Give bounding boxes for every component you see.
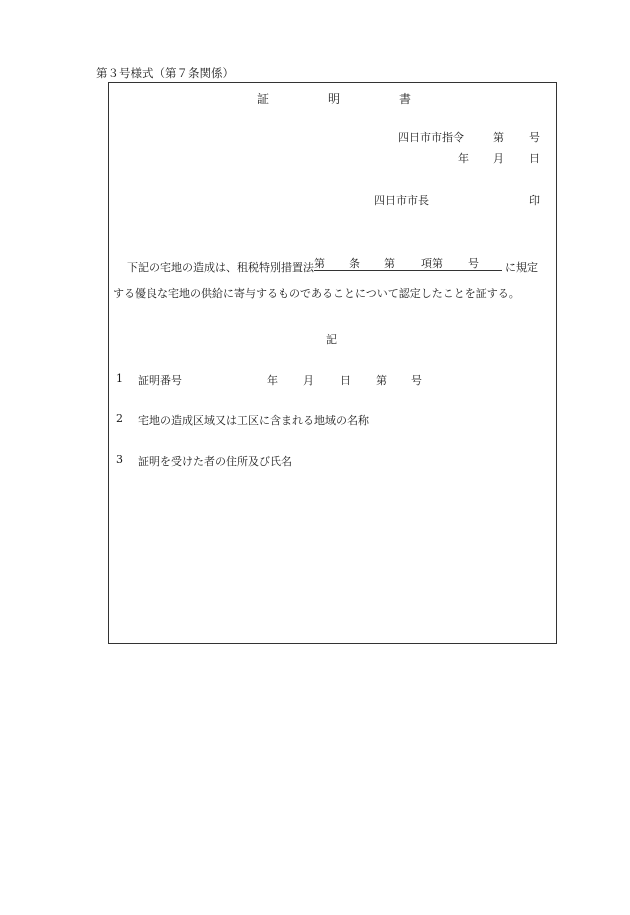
item-3-text: 証明を受けた者の住所及び氏名 bbox=[138, 455, 292, 468]
mayor-title: 四日市市長 bbox=[374, 194, 429, 207]
law-kou-dai: 項第 bbox=[421, 257, 443, 270]
body-line-1 bbox=[127, 255, 538, 275]
law-go: 号 bbox=[468, 257, 479, 270]
law-dai-2: 第 bbox=[384, 257, 395, 270]
date-year: 年 bbox=[458, 152, 469, 165]
item-2-number: 2 bbox=[116, 412, 123, 425]
title-char-1: 証 bbox=[257, 92, 270, 106]
item-1-dai: 第 bbox=[376, 374, 387, 387]
law-reference-blanks bbox=[314, 255, 502, 271]
issuer-go: 号 bbox=[529, 131, 540, 144]
item-1-text: 証明番号 bbox=[138, 374, 182, 387]
date-month: 月 bbox=[493, 152, 504, 165]
item-1-go: 号 bbox=[411, 374, 422, 387]
body-suffix: に規定 bbox=[505, 261, 538, 274]
law-dai-1: 第 bbox=[314, 257, 325, 270]
issuer-name: 四日市市指令 bbox=[398, 131, 464, 144]
item-1-day: 日 bbox=[340, 374, 351, 387]
item-2-text: 宅地の造成区域又は工区に含まれる地域の名称 bbox=[138, 414, 369, 427]
title-char-2: 明 bbox=[328, 92, 341, 106]
item-1-year: 年 bbox=[267, 374, 278, 387]
form-number-label: 第３号様式（第７条関係） bbox=[96, 66, 234, 80]
item-1-number: 1 bbox=[116, 372, 123, 385]
date-day: 日 bbox=[529, 152, 540, 165]
certificate-frame bbox=[108, 82, 557, 644]
ki-heading: 記 bbox=[326, 333, 337, 346]
item-1-month: 月 bbox=[303, 374, 314, 387]
body-line-2: する優良な宅地の供給に寄与するものであることについて認定したことを証する。 bbox=[113, 287, 520, 300]
law-jo: 条 bbox=[349, 257, 360, 270]
seal-mark: 印 bbox=[529, 194, 540, 207]
title-char-3: 書 bbox=[399, 92, 412, 106]
body-prefix: 下記の宅地の造成は、租税特別措置法 bbox=[127, 261, 314, 274]
issuer-dai: 第 bbox=[493, 131, 504, 144]
item-3-number: 3 bbox=[116, 453, 123, 466]
